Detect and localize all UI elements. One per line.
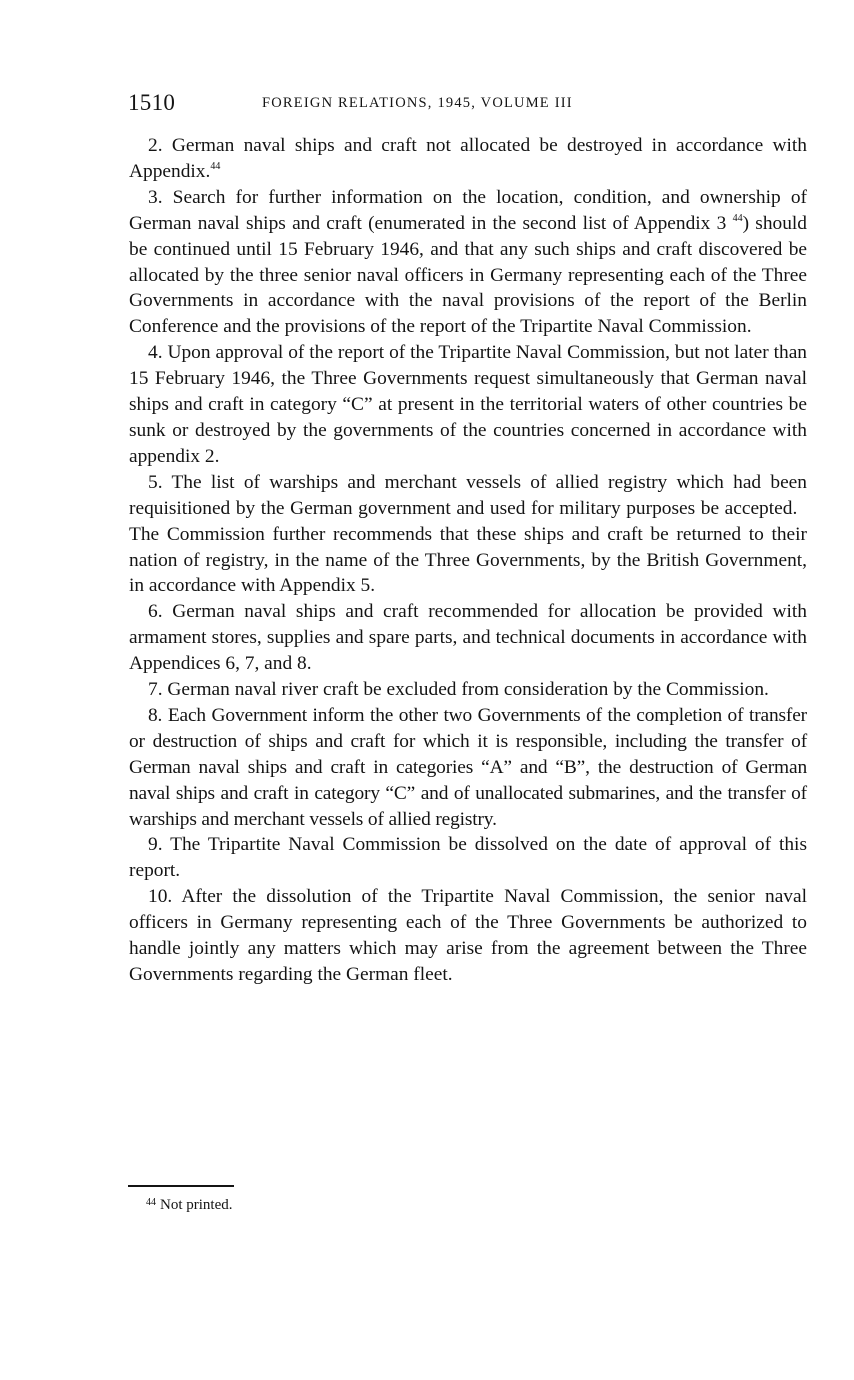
paragraph-text: Each Government inform the other two Governments of the completion of transfer or destruction of ships and craft for which it is responsible, including the transfer of German naval ships and craft in categories “A” and “B”, the destruction of German naval ships and craft in category “C” and of unallocated submarines, and the transfer of warships and merchant vessels of allied registry.: [129, 704, 807, 830]
paragraph-7: [129, 677, 807, 703]
paragraph-number: 8.: [148, 704, 163, 726]
paragraph-number: 9.: [148, 834, 163, 856]
paragraph-8: [129, 703, 807, 833]
paragraph-text: German naval ships and craft not allocated be destroyed in accordance with Appendix.: [129, 135, 807, 182]
paragraph-number: 7.: [148, 679, 163, 701]
paragraph-2: [129, 133, 807, 185]
running-head: [128, 90, 808, 120]
paragraph-4: [129, 340, 807, 470]
paragraph-text: German naval ships and craft recommended for allocation be provided with armament stores, supplies and spare parts, and technical documents in accordance with Appendices 6, 7, and 8.: [129, 601, 807, 675]
running-head-title: FOREIGN RELATIONS, 1945, VOLUME III: [262, 95, 573, 111]
paragraph-text: The list of warships and merchant vessels of allied registry which had been requisitioned by the German government and used for military purposes be accepted. The Commission further recommends that these ships and craft be returned to their nation of registry, in the name of the Three Governments, by the British Government, in accordance with Appendix 5.: [129, 471, 807, 597]
paragraph-number: 4.: [148, 342, 163, 364]
paragraph-text: Search for further information on the location, condition, and ownership of German naval ships and craft (enumerated in the second list of Appendix 3: [129, 186, 807, 234]
paragraph-10: [129, 884, 807, 988]
paragraph-text: German naval river craft be excluded from consideration by the Commission.: [167, 679, 769, 701]
paragraph-number: 6.: [148, 601, 163, 623]
footnote: [146, 1194, 233, 1214]
footnote-reference[interactable]: 44: [732, 212, 743, 224]
paragraph-3: [129, 185, 807, 340]
paragraph-6: [129, 599, 807, 677]
footnote-reference[interactable]: 44: [210, 160, 221, 172]
paragraph-text-continued: ) should be continued until 15 February 1946, and that any such ships and craft discovered be allocated by the three senior naval officers in Germany representing each of the Three Governments in accordance with the naval provisions of the report of the Berlin Conference and the provisions of the report of the Tripartite Naval Commission.: [129, 212, 808, 338]
body-text: [129, 133, 807, 988]
paragraph-9: [129, 832, 807, 884]
page-number: 1510: [128, 90, 176, 115]
paragraph-text: Upon approval of the report of the Tripartite Naval Commission, but not later than 15 February 1946, the Three Governments request simultaneously that German naval ships and craft in category “C” at present in the territorial waters of other countries be sunk or destroyed by the governments of the countries concerned in accordance with appendix 2.: [129, 342, 807, 467]
paragraph-number: 5.: [148, 471, 163, 493]
footnote-text: Not printed.: [160, 1197, 233, 1213]
footnote-mark: 44: [146, 1197, 156, 1208]
paragraph-5: [129, 470, 807, 600]
paragraph-text: The Tripartite Naval Commission be dissolved on the date of approval of this report.: [129, 834, 807, 882]
footnote-divider: [128, 1185, 234, 1187]
paragraph-number: 3.: [148, 186, 163, 208]
paragraph-text: After the dissolution of the Tripartite Naval Commission, the senior naval officers in Germany representing each of the Three Governments be authorized to handle jointly any matters which may arise from the agreement between the Three Governments regarding the German fleet.: [129, 886, 807, 985]
paragraph-number: 10.: [148, 886, 173, 908]
paragraph-number: 2.: [148, 135, 163, 156]
